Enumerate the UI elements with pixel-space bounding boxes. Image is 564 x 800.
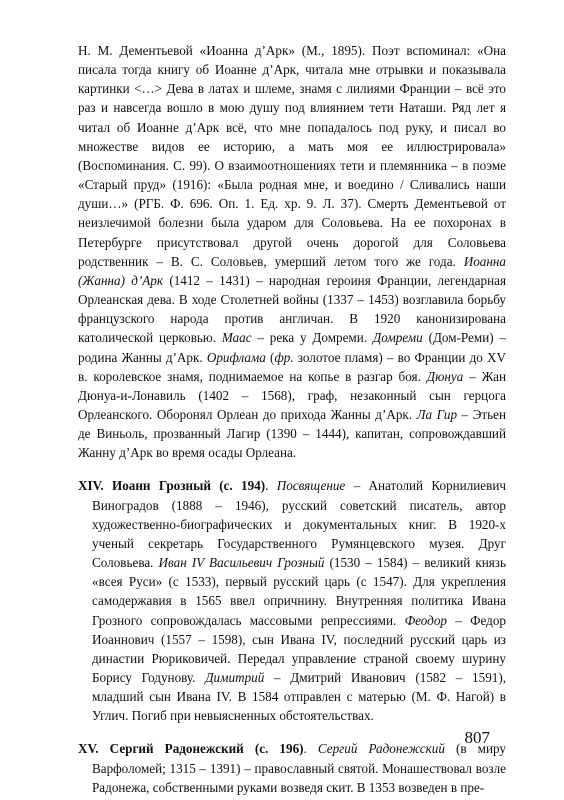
text-run: – Федор Иоаннович (1557 – 1598), сын Ивана IV, последний русский царь из династии Рюриковичей. Передал управление страной своему шурину Борису Годунову. <box>92 612 506 685</box>
italic-term: Дюнуа <box>426 368 464 384</box>
text-run: – Жан Дюнуа-и-Лонавиль (1402 – 1568), граф, незаконный сын герцога Орлеанского. Оборонял Орлеан до прихода Жанны д’Арк. <box>78 368 506 422</box>
text-run: – Анатолий Корнилиевич Виноградов (1888 – 1946), русский советский писатель, автор художественно-биографических и документальных книг. В 1920-х ученый секретарь Государственного Румянцевского музея. Друг Соловьева. <box>92 478 506 571</box>
commentary-entry-xiv <box>78 476 506 725</box>
text-run: – Этьен де Виньоль, прозванный Лагир (1390 – 1444), капитан, сопровождавший Жанну д’Арк во время осады Орлеана. <box>78 406 506 461</box>
italic-term: Димитрий <box>205 670 265 685</box>
text-run: (в миру Варфоломей; 1315 – 1391) – православный святой. Монашествовал возле Радонежа, собственными руками возведя скит. В 1353 возведен в пре- <box>92 741 506 795</box>
text-run: Н. М. Дементьевой «Иоанна д’Арк» (М., 1895). Поэт вспоминал: «Она писала тогда книгу об Иоанне д’Арк, читала мне отрывки и показывала картинки <…> Дева в латах и шлеме, знамя с лилиями Франции – всё это раз и навсегда вошло в мою душу под влиянием тети Наташи. Ряд лет я читал об Иоанне д’Арк всё, что мне попадалось под руку, и писал во множестве видов ее историю, а мать моя ее иллюстрировала» (Воспоминания. С. 99). О взаимоотношениях тети и племянника – в поэме «Старый пруд» (1916): «Была родная мне, и воедино / Сливались наши души…» (РГБ. Ф. 696. Оп. 1. Ед. хр. 9. Л. 37). Смерть Дементьевой от неизлечимой болезни была ударом для Соловьева. На ее похоронах в Петербурге присутствовал другой очень дорогой для Соловьева родственник – В. С. Соловьев, умерший летом того же года. <box>78 43 506 269</box>
text-run: – река у Домреми. <box>251 330 373 346</box>
italic-term: Феодор <box>404 612 447 628</box>
entry-heading: XIV. Иоанн Грозный (с. 194) <box>78 478 266 494</box>
italic-term: Маас <box>221 330 252 346</box>
italic-term: Ла Гир <box>416 406 458 422</box>
commentary-entry-xv <box>78 739 506 796</box>
text-run: золотое пламя) – во Франции до XV в. королевское знамя, поднимаемое на копье в разгар боя. <box>78 349 507 384</box>
italic-term: фр. <box>274 349 294 365</box>
italic-term: Домреми <box>372 330 423 346</box>
text-run: (1412 – 1431) – народная героиня Франции, легендарная Орлеанская дева. В ходе Столетней войны (1337 – 1453) возглавила борьбу французского народа против англичан. В 1920 канонизирована католической церковью. <box>78 272 506 346</box>
italic-term: Иван IV Васильевич Грозный <box>158 555 325 571</box>
entry-heading: XV. Сергий Радонежский (с. 196) <box>78 741 304 757</box>
commentary-paragraph-joan-of-arc <box>78 41 506 462</box>
text-run: . <box>303 741 318 757</box>
text-run: . <box>265 478 277 494</box>
italic-term: Посвящение <box>276 478 346 494</box>
text-run: (Дом-Реми) – родина Жанны д’Арк. <box>78 330 507 365</box>
italic-term: Иоанна (Жанна) д’Арк <box>78 253 506 288</box>
text-run: ( <box>265 349 275 365</box>
commentary-text <box>78 41 506 797</box>
page-number: 807 <box>464 728 490 747</box>
text-run: – Дмитрий Иванович (1582 – 1591), младший сын Ивана IV. В 1584 отправлен с матерью (М. Ф. Нагой) в Углич. Погиб при невыясненных обстоятельствах. <box>92 670 506 724</box>
italic-term: Орифлама <box>206 349 266 365</box>
text-run: (1530 – 1584) – великий князь «всея Руси» (с 1533), первый русский царь (с 1547). Для укрепления самодержавия в 1565 ввел опричнину. Внутренняя политика Ивана Грозного сопровождалась массовыми репрессиями. <box>92 555 506 628</box>
italic-term: Сергий Радонежский <box>317 741 445 757</box>
